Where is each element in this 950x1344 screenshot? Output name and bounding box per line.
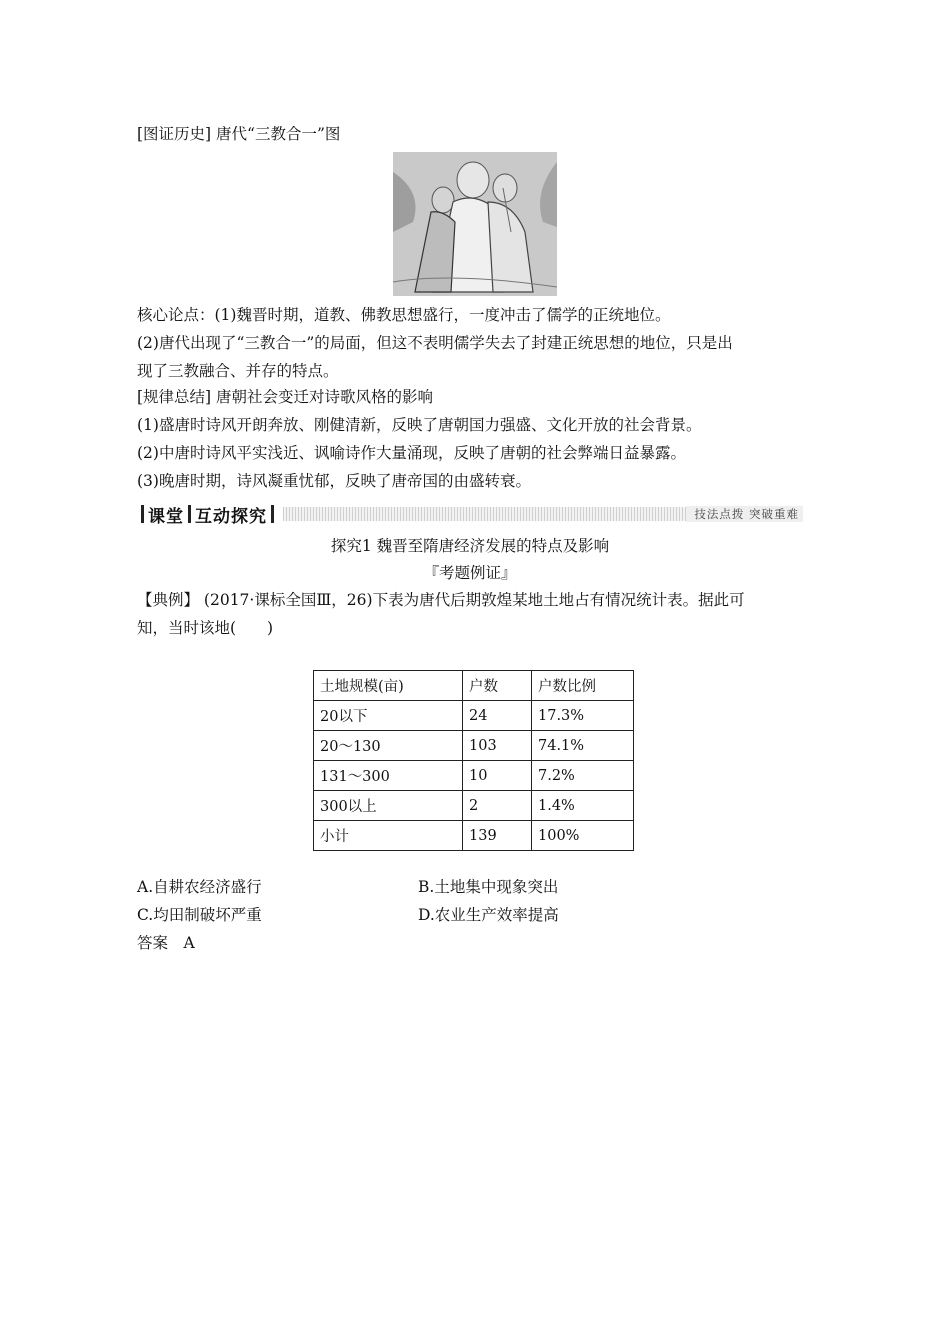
table-cell: 74.1%: [532, 731, 634, 761]
table-cell: 20～130: [314, 731, 463, 761]
table-cell: 小计: [314, 821, 463, 851]
painting-illustration: [393, 152, 557, 296]
table-row: [314, 731, 634, 761]
section-banner: [137, 503, 803, 525]
table-header-cell: 户数: [463, 671, 532, 701]
banner-title-a: 课堂: [148, 506, 184, 527]
banner-title: [137, 503, 278, 525]
table-row: [314, 701, 634, 731]
table-cell: 1.4%: [532, 791, 634, 821]
table-cell: 24: [463, 701, 532, 731]
banner-bar: [188, 505, 191, 523]
table-header-row: [314, 671, 634, 701]
three-teachings-painting: [393, 152, 557, 296]
table-cell: 10: [463, 761, 532, 791]
core-point-3: 现了三教融合、并存的特点。: [137, 362, 339, 380]
option-b: B.土地集中现象突出: [418, 878, 559, 896]
table-cell: 100%: [532, 821, 634, 851]
answer: 答案 A: [137, 934, 195, 952]
rules-title: [规律总结] 唐朝社会变迁对诗歌风格的影响: [137, 388, 434, 406]
land-statistics-table: [313, 670, 634, 851]
table-header-cell: 户数比例: [532, 671, 634, 701]
subsection-title: 『考题例证』: [423, 564, 517, 582]
table-cell: 300以上: [314, 791, 463, 821]
option-d: D.农业生产效率提高: [418, 906, 559, 924]
banner-subtitle: 技法点拨 突破重难: [686, 506, 803, 522]
table-header-cell: 土地规模(亩): [314, 671, 463, 701]
figure-caption: [图证历史] 唐代“三教合一”图: [137, 125, 341, 143]
banner-bar: [271, 505, 274, 523]
rule-3: (3)晚唐时期，诗风凝重忧郁，反映了唐帝国的由盛转衰。: [137, 472, 531, 490]
core-point-1: 核心论点：(1)魏晋时期，道教、佛教思想盛行，一度冲击了儒学的正统地位。: [137, 306, 671, 324]
option-c: C.均田制破坏严重: [137, 906, 262, 924]
table-row: [314, 821, 634, 851]
section-title: 探究1 魏晋至隋唐经济发展的特点及影响: [330, 537, 610, 555]
question-line-2: 知，当时该地( ): [137, 619, 274, 637]
banner-bar: [141, 505, 144, 523]
option-a: A.自耕农经济盛行: [137, 878, 262, 896]
question-line-1: 【典例】 (2017·课标全国Ⅲ，26)下表为唐代后期敦煌某地土地占有情况统计表。据此可: [137, 591, 745, 609]
table-row: [314, 761, 634, 791]
banner-title-b: 互动探究: [195, 506, 267, 527]
rule-2: (2)中唐时诗风平实浅近、讽喻诗作大量涌现，反映了唐朝的社会弊端日益暴露。: [137, 444, 686, 462]
table-cell: 17.3%: [532, 701, 634, 731]
table-cell: 131～300: [314, 761, 463, 791]
table-cell: 139: [463, 821, 532, 851]
table-cell: 103: [463, 731, 532, 761]
core-point-2: (2)唐代出现了“三教合一”的局面，但这不表明儒学失去了封建正统思想的地位，只是出: [137, 334, 733, 352]
table-cell: 2: [463, 791, 532, 821]
table-cell: 7.2%: [532, 761, 634, 791]
rule-1: (1)盛唐时诗风开朗奔放、刚健清新，反映了唐朝国力强盛、文化开放的社会背景。: [137, 416, 702, 434]
table-cell: 20以下: [314, 701, 463, 731]
table-row: [314, 791, 634, 821]
